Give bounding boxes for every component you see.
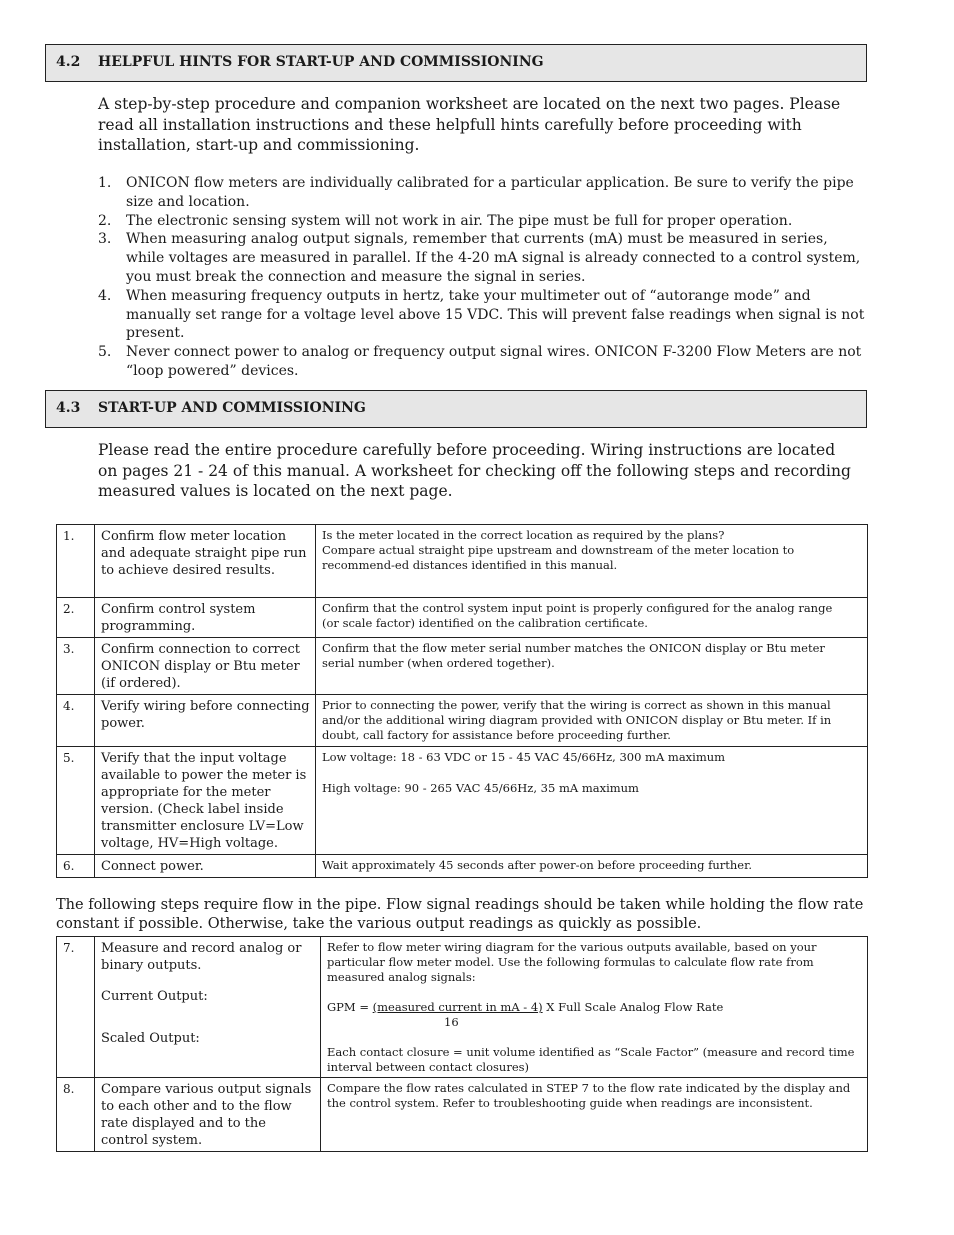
table-row: [57, 747, 868, 855]
step-action: Confirm control system programming.: [95, 598, 316, 638]
table-row: [57, 638, 868, 695]
helpful-hints-list: [98, 174, 868, 381]
step-detail: [316, 525, 868, 598]
section-4-3-intro: Please read the entire procedure carefully before proceeding. Wiring instructions are located on pages 21 - 24 of this manual. A worksheet for checking off the following steps and recording measured values is located on the next page.: [98, 441, 851, 500]
list-item: [98, 174, 868, 212]
list-item: [98, 287, 868, 343]
step-number: 3.: [57, 638, 95, 695]
list-text: Never connect power to analog or frequency output signal wires. ONICON F-3200 Flow Meters are not “loop powered” devices.: [126, 344, 862, 379]
step-action: Verify wiring before connecting power.: [95, 695, 316, 747]
step-detail: Prior to connecting the power, verify that the wiring is correct as shown in this manual and/or the additional wiring diagram provided with ONICON display or Btu meter. If in doubt, call factory for assistance before proceeding further.: [316, 695, 868, 747]
step-number: 4.: [57, 695, 95, 747]
list-number: 2.: [98, 212, 112, 229]
steps-table-1: [56, 524, 868, 878]
step-detail: [316, 747, 868, 855]
step-action: Verify that the input voltage available to power the meter is appropriate for the meter version. (Check label inside transmitter enclosure LV=Low voltage, HV=High voltage.: [95, 747, 316, 855]
formula-suffix: X Full Scale Analog Flow Rate: [542, 1000, 724, 1014]
step-number: 1.: [57, 525, 95, 598]
list-text: ONICON flow meters are individually calibrated for a particular application. Be sure to verify the pipe size and location.: [126, 175, 854, 210]
step-action: [95, 937, 321, 1078]
step-action: Connect power.: [95, 855, 316, 878]
step-detail: [316, 598, 868, 638]
contact-note: Each contact closure = unit volume identified as “Scale Factor” (measure and record time interval between contact closures): [327, 1045, 855, 1074]
list-number: 4.: [98, 287, 112, 304]
table-row: [57, 525, 868, 598]
detail-line: Is the meter located in the correct location as required by the plans?: [322, 528, 725, 542]
detail-line: Low voltage: 18 - 63 VDC or 15 - 45 VAC 45/66Hz, 300 mA maximum: [322, 750, 726, 764]
formula-denominator: 16: [444, 1015, 459, 1029]
list-number: 1.: [98, 175, 112, 191]
section-number: 4.2: [56, 54, 81, 70]
list-text: When measuring frequency outputs in hertz, take your multimeter out of “autorange mode” and manually set range for a voltage level above 15 VDC. This will prevent false readings when signal is not present.: [126, 287, 865, 342]
formula-prefix: GPM =: [327, 1000, 373, 1014]
list-number: 3.: [98, 231, 112, 248]
table-row: [57, 695, 868, 747]
list-item: [98, 212, 868, 231]
step-number: 8.: [57, 1078, 95, 1152]
detail-line: Compare actual straight pipe upstream and downstream of the meter location to recommend-ed distances identified in this manual.: [322, 543, 795, 572]
list-text: When measuring analog output signals, remember that currents (mA) must be measured in series, while voltages are measured in parallel. If the 4-20 mA signal is already connected to a control system, you must break the connection and measure the signal in series.: [126, 231, 861, 285]
step-action-text: Measure and record analog or binary outputs.: [101, 941, 302, 973]
section-header-4-2: [45, 44, 867, 82]
gpm-formula: [327, 1000, 862, 1015]
table-row: [57, 937, 868, 1078]
list-number: 5.: [98, 344, 112, 361]
table-row: [57, 598, 868, 638]
section-title: HELPFUL HINTS FOR START-UP AND COMMISSIONING: [98, 54, 544, 70]
step-number: 6.: [57, 855, 95, 878]
section-header-4-3: [45, 390, 867, 428]
detail-line: High voltage: 90 - 265 VAC 45/66Hz, 35 mA maximum: [322, 781, 639, 795]
step-number: 5.: [57, 747, 95, 855]
detail-line: serial number (when ordered together).: [322, 656, 555, 670]
step-detail: [316, 638, 868, 695]
section-4-2-intro: A step-by-step procedure and companion worksheet are located on the next two pages. Please read all installation instructions and these helpfull hints carefully before proceeding with installation, start-up and commissioning.: [98, 95, 841, 154]
table-row: [57, 1078, 868, 1152]
section-title: START-UP AND COMMISSIONING: [98, 400, 366, 416]
list-item: [98, 343, 868, 381]
formula-numerator: (measured current in mA - 4): [372, 1000, 543, 1014]
list-text: The electronic sensing system will not work in air. The pipe must be full for proper operation.: [126, 212, 793, 229]
step-detail: Compare the flow rates calculated in STEP 7 to the flow rate indicated by the display and the control system. Refer to troubleshooting guide when readings are inconsistent.: [321, 1078, 868, 1152]
table-row: [57, 855, 868, 878]
step-action: Confirm flow meter location and adequate straight pipe run to achieve desired results.: [95, 525, 316, 598]
detail-line: Confirm that the control system input point is properly configured for the analog range: [322, 601, 833, 615]
section-number: 4.3: [56, 400, 81, 416]
step-number: 7.: [57, 937, 95, 1078]
detail-intro: Refer to flow meter wiring diagram for the various outputs available, based on your particular flow meter model. Use the following formulas to calculate flow rate from measured analog signals:: [327, 940, 817, 984]
step-detail: [321, 937, 868, 1078]
list-item: [98, 230, 868, 286]
step-detail: Wait approximately 45 seconds after power-on before proceeding further.: [316, 855, 868, 878]
steps-table-2: [56, 936, 868, 1152]
detail-line: (or scale factor) identified on the calibration certificate.: [322, 616, 648, 630]
step-action: Confirm connection to correct ONICON display or Btu meter (if ordered).: [95, 638, 316, 695]
step-action: Compare various output signals to each other and to the flow rate displayed and to the control system.: [95, 1078, 321, 1152]
step-number: 2.: [57, 598, 95, 638]
flow-note: The following steps require flow in the pipe. Flow signal readings should be taken while holding the flow rate constant if possible. Otherwise, take the various output readings as quickly as possible.: [56, 897, 864, 932]
current-output-label: Current Output:: [101, 989, 208, 1004]
detail-line: Confirm that the flow meter serial number matches the ONICON display or Btu meter: [322, 641, 825, 655]
scaled-output-label: Scaled Output:: [101, 1031, 200, 1046]
